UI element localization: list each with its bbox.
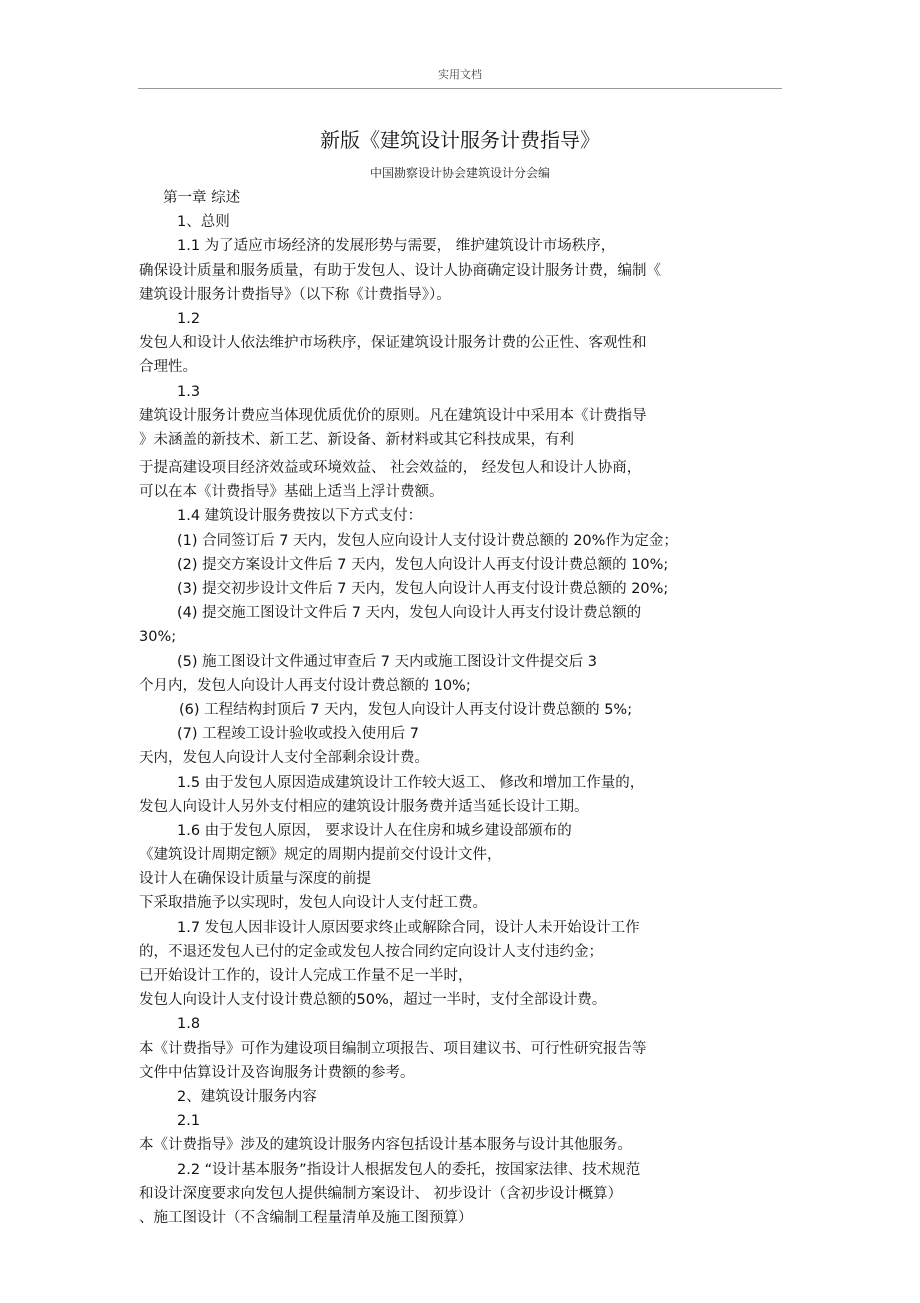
clause-number: 1.2	[177, 310, 201, 327]
paragraph-line: 30%;	[139, 629, 177, 646]
list-item: (3) 提交初步设计文件后 7 天内，发包人向设计人再支付设计费总额的 20%;	[177, 581, 669, 597]
paragraph-line: 1.5 由于发包人原因造成建筑设计工作较大返工、 修改和增加工作量的，	[177, 774, 645, 791]
document-title: 新版《建筑设计服务计费指导》	[320, 128, 600, 152]
paragraph-line: 2.2 “设计基本服务”指设计人根据发包人的委托，按国家法律、技术规范	[177, 1161, 641, 1178]
paragraph-line: 可以在本《计费指导》基础上适当上浮计费额。	[139, 484, 444, 501]
paragraph-line: 本《计费指导》可作为建设项目编制立项报告、项目建议书、可行性研究报告等	[139, 1040, 647, 1057]
paragraph-line: 、施工图设计（不含编制工程量清单及施工图预算）	[139, 1209, 473, 1226]
paragraph-line: 1.7 发包人因非设计人原因要求终止或解除合同，设计人未开始设计工作	[177, 919, 640, 936]
paragraph-line: 1.4 建筑设计服务费按以下方式支付：	[177, 508, 423, 525]
list-item: (4) 提交施工图设计文件后 7 天内，发包人向设计人再支付设计费总额的	[177, 605, 642, 622]
paragraph-line: 建筑设计服务计费指导》（以下称《计费指导》）。	[139, 286, 451, 303]
list-item: (6) 工程结构封顶后 7 天内，发包人向设计人再支付设计费总额的 5%;	[179, 701, 633, 718]
clause-number: 2.1	[177, 1113, 201, 1130]
paragraph-line: 1.6 由于发包人原因， 要求设计人在住房和城乡建设部颁布的	[177, 822, 572, 839]
section-heading: 2、建筑设计服务内容	[177, 1088, 317, 1105]
paragraph-line: 确保设计质量和服务质量，有助于发包人、设计人协商确定设计服务计费，编制《	[139, 262, 661, 279]
clause-number: 1.3	[177, 383, 201, 400]
paragraph-line: 的，不退还发包人已付的定金或发包人按合同约定向设计人支付违约金；	[139, 943, 603, 960]
paragraph-line: 合理性。	[139, 359, 197, 376]
paragraph-line: 文件中估算设计及咨询服务计费额的参考。	[139, 1064, 415, 1081]
clause-number: 1.8	[177, 1016, 201, 1033]
page-header-label: 实用文档	[438, 68, 482, 81]
paragraph-line: 建筑设计服务计费应当体现优质优价的原则。凡在建筑设计中采用本《计费指导	[139, 407, 647, 424]
paragraph-line: 发包人向设计人另外支付相应的建筑设计服务费并适当延长设计工期。	[139, 798, 589, 815]
paragraph-line: 下采取措施予以实现时，发包人向设计人支付赶工费。	[139, 895, 487, 912]
paragraph-line: 设计人在确保设计质量与深度的前提	[139, 871, 371, 888]
list-item: (7) 工程竣工设计验收或投入使用后 7	[177, 726, 419, 743]
paragraph-line: 发包人和设计人依法维护市场秩序，保证建筑设计服务计费的公正性、客观性和	[139, 335, 647, 352]
paragraph-line: 个月内，发包人向设计人再支付设计费总额的 10%;	[139, 677, 471, 694]
paragraph-line: 》未涵盖的新技术、新工艺、新设备、新材料或其它科技成果，有利	[139, 431, 574, 448]
header-rule	[138, 88, 782, 89]
list-item: (1) 合同签订后 7 天内，发包人应向设计人支付设计费总额的 20%作为定金；	[177, 532, 678, 549]
paragraph-line: 1.1 为了适应市场经济的发展形势与需要， 维护建筑设计市场秩序，	[177, 238, 616, 255]
document-subtitle: 中国勘察设计协会建筑设计分会编	[369, 166, 550, 180]
list-item: (2) 提交方案设计文件后 7 天内，发包人向设计人再支付设计费总额的 10%;	[177, 556, 669, 573]
paragraph-line: 本《计费指导》涉及的建筑设计服务内容包括设计基本服务与设计其他服务。	[139, 1137, 632, 1154]
chapter-heading: 第一章 综述	[163, 190, 241, 206]
paragraph-line: 和设计深度要求向发包人提供编制方案设计、 初步设计（含初步设计概算）	[139, 1185, 623, 1202]
paragraph-line: 天内，发包人向设计人支付全部剩余设计费。	[139, 750, 429, 767]
paragraph-line: 发包人向设计人支付设计费总额的50%，超过一半时，支付全部设计费。	[139, 992, 607, 1009]
section-heading: 1、总则	[177, 214, 230, 231]
paragraph-line: 于提高建设项目经济效益或环境效益、 社会效益的， 经发包人和设计人协商，	[139, 460, 642, 477]
paragraph-line: 《建筑设计周期定额》规定的周期内提前交付设计文件，	[139, 847, 502, 864]
list-item: (5) 施工图设计文件通过审查后 7 天内或施工图设计文件提交后 3	[177, 653, 597, 670]
paragraph-line: 已开始设计工作的，设计人完成工作量不足一半时，	[139, 968, 473, 984]
document-body	[139, 186, 779, 1230]
